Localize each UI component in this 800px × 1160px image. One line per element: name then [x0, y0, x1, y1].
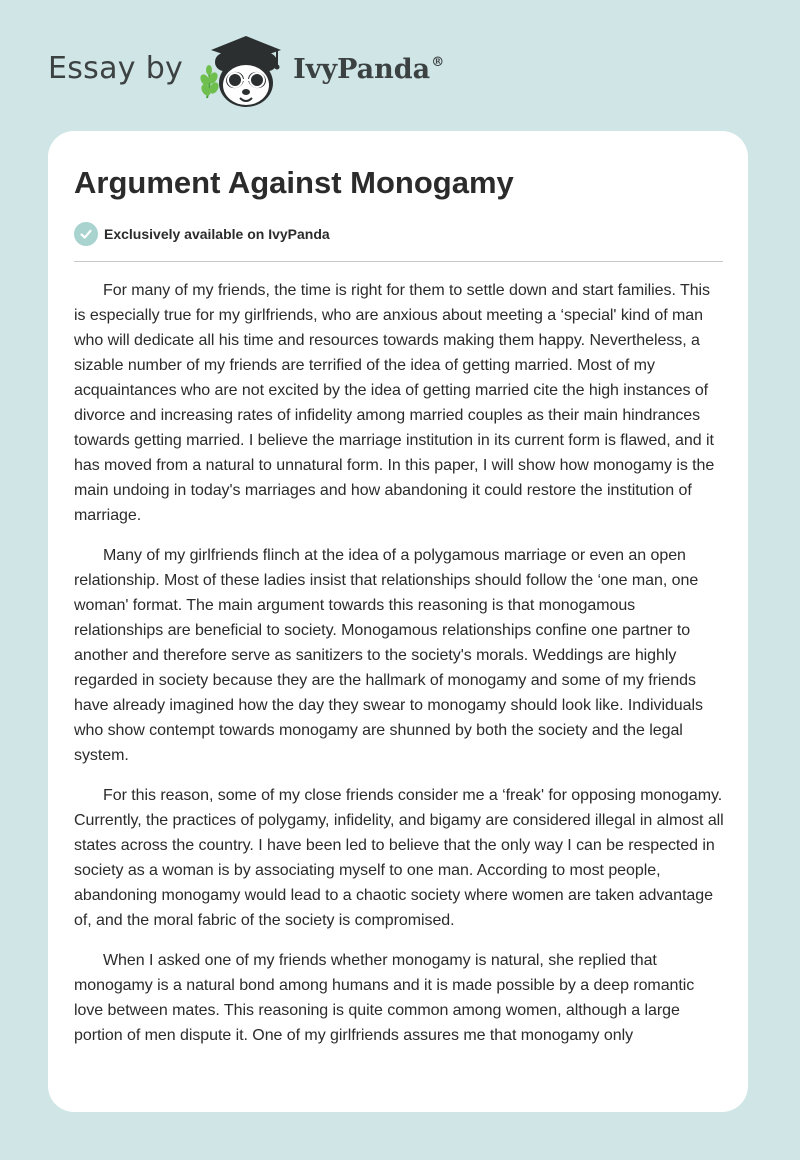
page-title: Argument Against Monogamy	[74, 165, 514, 200]
paragraph: When I asked one of my friends whether monogamy is natural, she replied that monogamy is a natural bond among humans and it is made possible by a deep romantic love between mates. This reasoning is quite common among women, although a large portion of men dispute it. One of my girlfriends assures me that monogamy only	[74, 952, 695, 1044]
check-icon	[74, 222, 98, 246]
site-header	[48, 28, 508, 112]
brand-prefix: Essay by	[48, 50, 184, 86]
panda-graduate-icon[interactable]	[197, 28, 289, 112]
essay-card	[48, 131, 748, 1112]
essay-body	[74, 278, 724, 1063]
paragraph: For this reason, some of my close friends consider me a ‘freak' for opposing monogamy. Currently, the practices of polygamy, infidelity, and bigamy are considered illegal in almost all states across the country. I have been led to believe that the only way I can be respected in society as a woman is by associating myself to one man. According to most people, abandoning monogamy would lead to a chaotic society where women are taken advantage of, and the moral fabric of the society is compromised.	[74, 787, 724, 929]
badge-text: Exclusively available on IvyPanda	[104, 226, 330, 242]
paragraph: Many of my girlfriends flinch at the idea of a polygamous marriage or even an open relationship. Most of these ladies insist that relationships should follow the ‘one man, one woman' format. The main argument towards this reasoning is that monogamous relationships are beneficial to society. Monogamous relationships confine one partner to another and therefore serve as sanitizers to the society's morals. Weddings are highly regarded in society because they are the hallmark of monogamy and some of my friends have already imagined how the day they swear to monogamy should look like. Individuals who show contempt towards monogamy are shunned by both the society and the legal system.	[74, 547, 703, 764]
brand-name-text: IvyPanda	[293, 53, 431, 85]
registered-mark: ®	[431, 54, 445, 70]
exclusive-badge	[74, 222, 330, 246]
divider	[74, 261, 723, 262]
brand-name	[293, 54, 444, 85]
paragraph: For many of my friends, the time is right for them to settle down and start families. This is especially true for my girlfriends, who are anxious about meeting a ‘special' kind of man who will dedicate all his time and resources towards making them happy. Nevertheless, a sizable number of my friends are terrified of the idea of getting married. Most of my acquaintances who are not excited by the idea of getting married cite the high instances of divorce and increasing rates of infidelity among married couples as their main hindrances towards getting married. I believe the marriage institution in its current form is flawed, and it has moved from a natural to unnatural form. In this paper, I will show how monogamy is the main undoing in today's marriages and how abandoning it could restore the institution of marriage.	[74, 282, 715, 524]
